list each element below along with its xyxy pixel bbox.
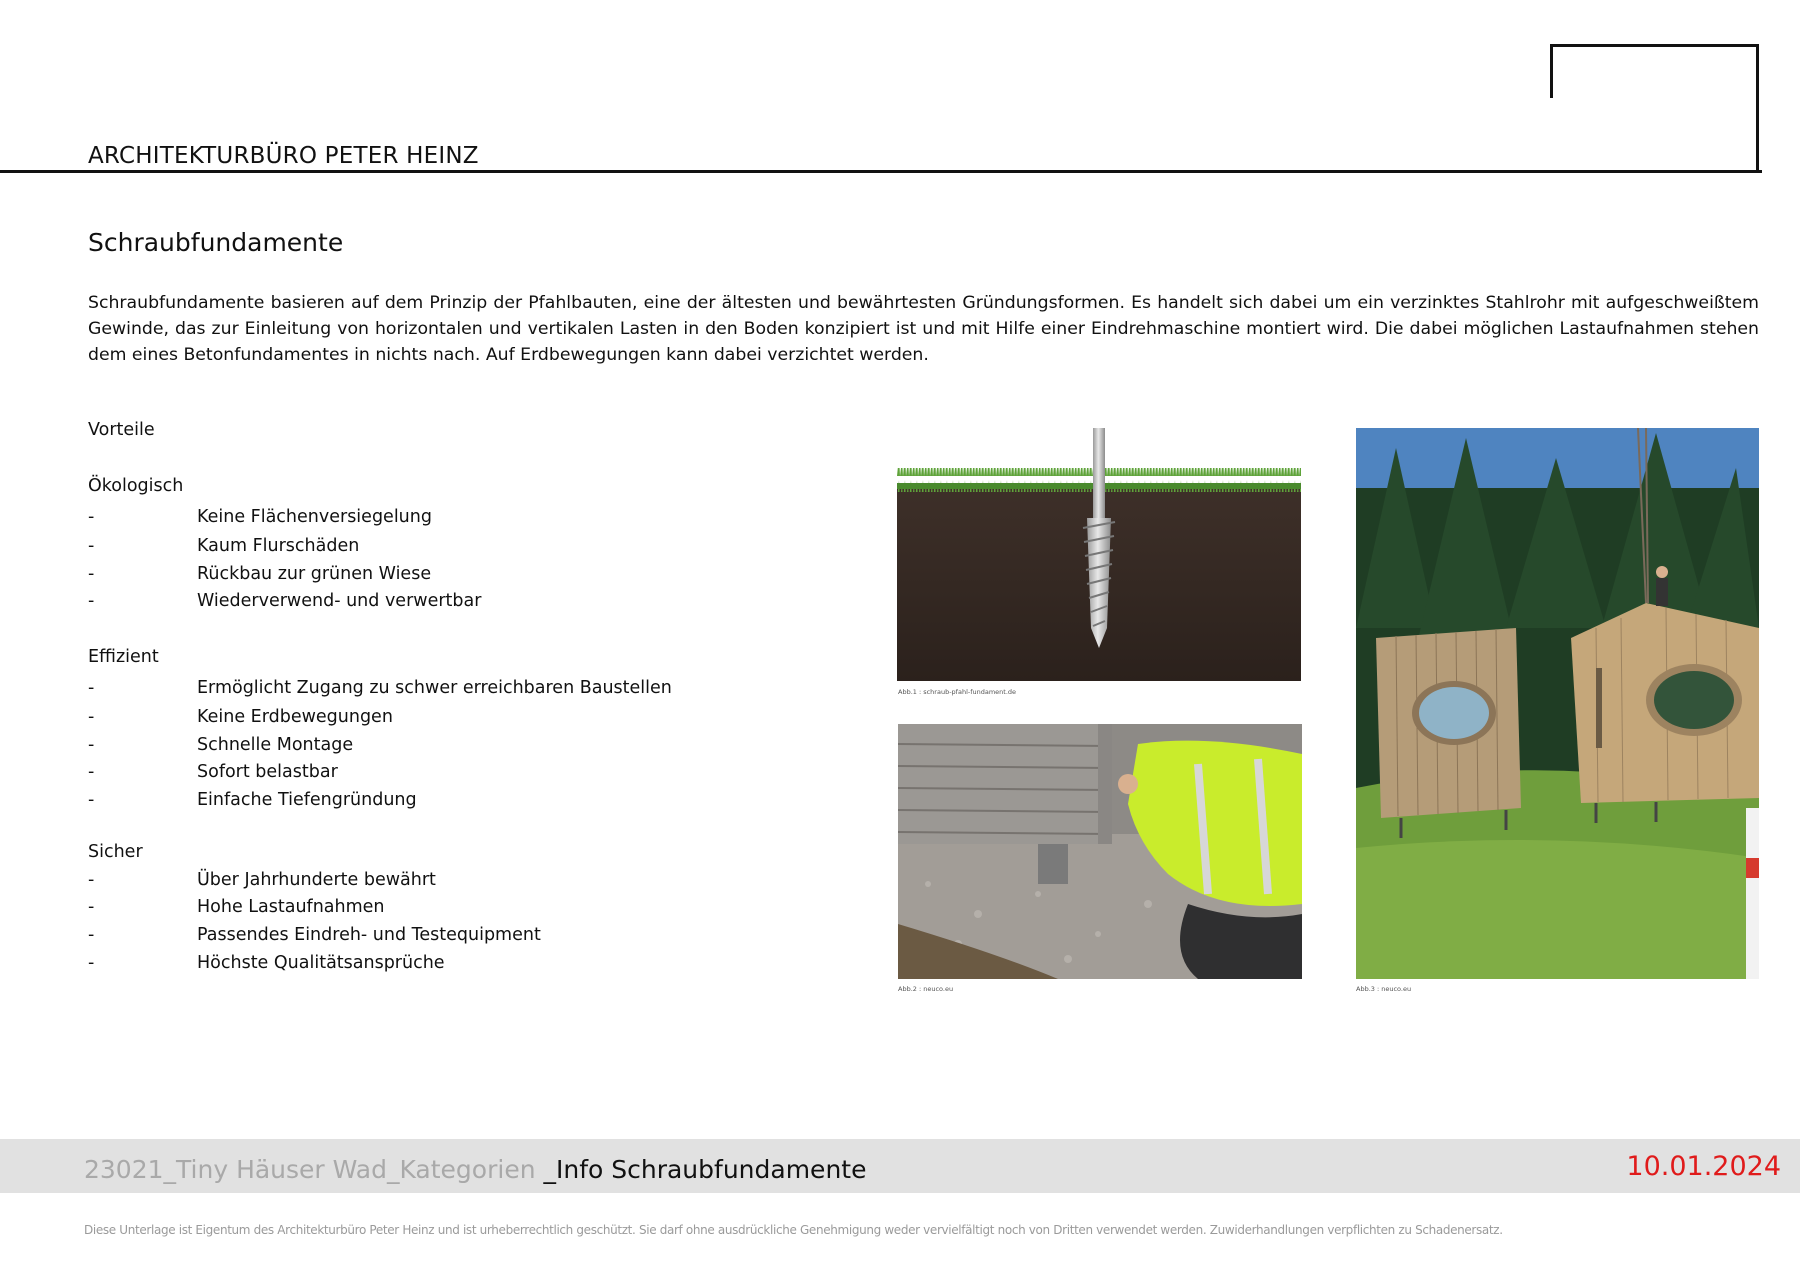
list-item: - Hohe Lastaufnahmen bbox=[88, 897, 385, 917]
document-title: _Info Schraubfundamente bbox=[535, 1155, 867, 1184]
list-item: - Passendes Eindreh- und Testequipment bbox=[88, 925, 541, 945]
copyright-disclaimer: Diese Unterlage ist Eigentum des Architekturbüro Peter Heinz und ist urheberrechtlich geschützt. Sie darf ohne ausdrückliche Genehmigung weder vervielfältigt noch von Dritten verwendet werden. Zuwiderhandlungen verpflichten zu Schadenersatz. bbox=[84, 1223, 1503, 1237]
page-title: Schraubfundamente bbox=[88, 228, 344, 257]
installation-photo bbox=[898, 724, 1302, 979]
intro-paragraph: Schraubfundamente basieren auf dem Prinzip der Pfahlbauten, eine der ältesten und bewährtesten Gründungsformen. Es handelt sich dabei um ein verzinktes Stahlrohr mit aufgeschweißtem Gewinde, das zur Einleitung von horizontalen und vertikalen Lasten in den Boden konzipiert ist und mit Hilfe einer Eindrehmaschine montiert wird. Die dabei möglichen Lastaufnahmen stehen dem eines Betonfundamentes in nichts nach. Auf Erdbewegungen kann dabei verzichtet werden. bbox=[88, 293, 1759, 365]
project-code: 23021_Tiny Häuser Wad_Kategorien bbox=[84, 1155, 536, 1184]
ground-screw-illustration bbox=[897, 428, 1301, 681]
project-line bbox=[84, 1155, 866, 1184]
list-item: - Keine Flächenversiegelung bbox=[88, 507, 432, 527]
document-date: 10.01.2024 bbox=[1626, 1151, 1781, 1182]
logo-frame bbox=[1553, 44, 1759, 172]
header-rule bbox=[0, 170, 1762, 173]
figure-caption-3: Abb.3 : neuco.eu bbox=[1356, 985, 1412, 993]
list-item: - Einfache Tiefengründung bbox=[88, 790, 417, 810]
list-item: - Sofort belastbar bbox=[88, 762, 338, 782]
section-label-oekologisch: Ökologisch bbox=[88, 476, 184, 496]
list-item: - Höchste Qualitätsansprüche bbox=[88, 953, 445, 973]
list-item: - Über Jahrhunderte bewährt bbox=[88, 870, 436, 890]
figure-caption-2: Abb.2 : neuco.eu bbox=[898, 985, 954, 993]
section-label-sicher: Sicher bbox=[88, 842, 143, 862]
advantages-heading: Vorteile bbox=[88, 420, 155, 440]
tiny-houses-photo bbox=[1356, 428, 1759, 979]
list-item: - Schnelle Montage bbox=[88, 735, 354, 755]
figure-caption-1: Abb.1 : schraub-pfahl-fundament.de bbox=[898, 688, 1017, 696]
list-item: - Rückbau zur grünen Wiese bbox=[88, 564, 432, 584]
list-item: - Ermöglicht Zugang zu schwer erreichbaren Baustellen bbox=[88, 678, 672, 698]
list-item: - Wiederverwend- und verwertbar bbox=[88, 591, 482, 611]
list-item: - Kaum Flurschäden bbox=[88, 536, 360, 556]
section-label-effizient: Effizient bbox=[88, 647, 159, 667]
office-name: ARCHITEKTURBÜRO PETER HEINZ bbox=[88, 143, 479, 169]
list-item: - Keine Erdbewegungen bbox=[88, 707, 393, 727]
